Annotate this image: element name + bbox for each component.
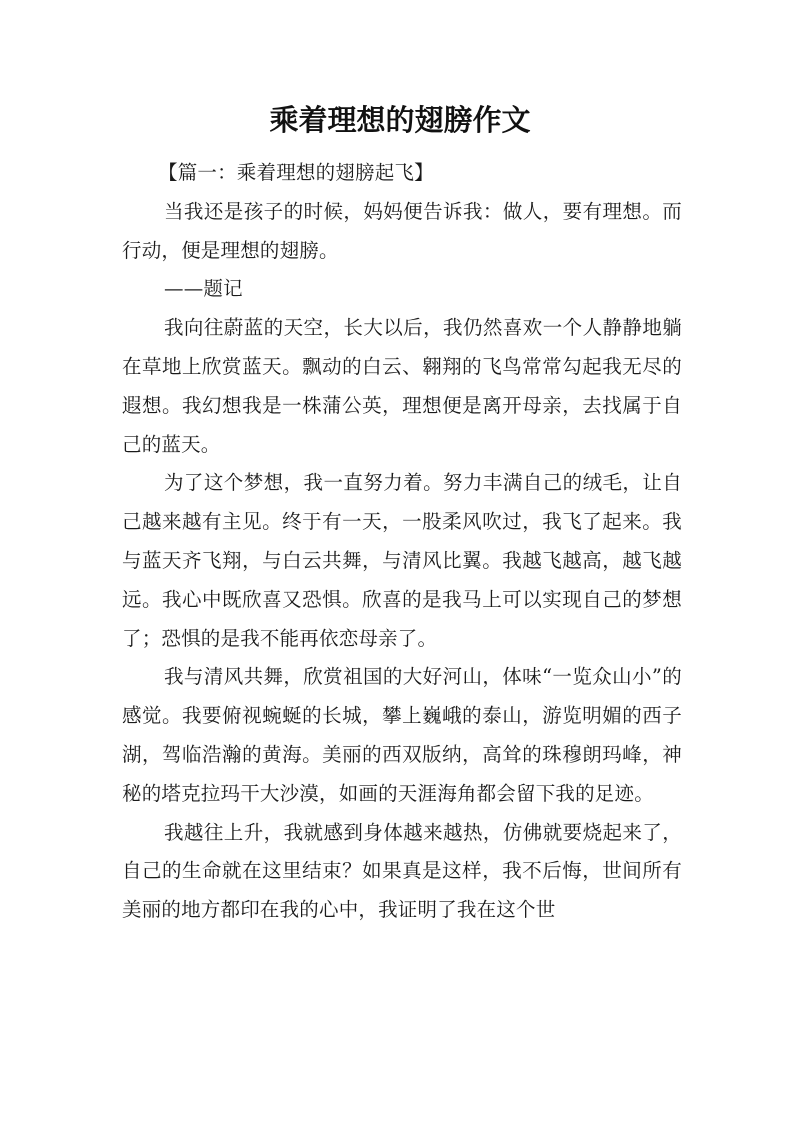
document-title: 乘着理想的翅膀作文 [269, 103, 531, 137]
paragraph: 为了这个梦想，我一直努力着。努力丰满自己的绒毛，让自己越来越有主见。终于有一天，一股柔风吹过，我飞了起来。我与蓝天齐飞翔，与白云共舞，与清风比翼。我越飞越高，越飞越远。我心中既欣喜又恐惧。欣喜的是我马上可以实现自己的梦想了；恐惧的是我不能再依恋母亲了。 [122, 471, 682, 650]
paragraph: 我越往上升，我就感到身体越来越热，仿佛就要烧起来了，自己的生命就在这里结束？如果真是这样，我不后悔，世间所有美丽的地方都印在我的心中，我证明了我在这个世 [122, 820, 682, 922]
section-heading: 【篇一：乘着理想的翅膀起飞】 [158, 161, 434, 184]
epigraph-attribution: ——题记 [164, 277, 243, 301]
paragraph: 当我还是孩子的时候，妈妈便告诉我：做人，要有理想。而行动，便是理想的翅膀。 [122, 199, 682, 262]
paragraph: 我向往蔚蓝的天空，长大以后，我仍然喜欢一个人静静地躺在草地上欣赏蓝天。飘动的白云、翱翔的飞鸟常常勾起我无尽的遐想。我幻想我是一株蒲公英，理想便是离开母亲，去找属于自己的蓝天。 [122, 316, 682, 456]
paragraph: 我与清风共舞，欣赏祖国的大好河山，体味“一览众山小”的感觉。我要俯视蜿蜒的长城，攀上巍峨的泰山，游览明媚的西子湖，驾临浩瀚的黄海。美丽的西双版纳，高耸的珠穆朗玛峰，神秘的塔克拉玛干大沙漠，如画的天涯海角都会留下我的足迹。 [122, 665, 682, 805]
document-body [122, 154, 682, 930]
